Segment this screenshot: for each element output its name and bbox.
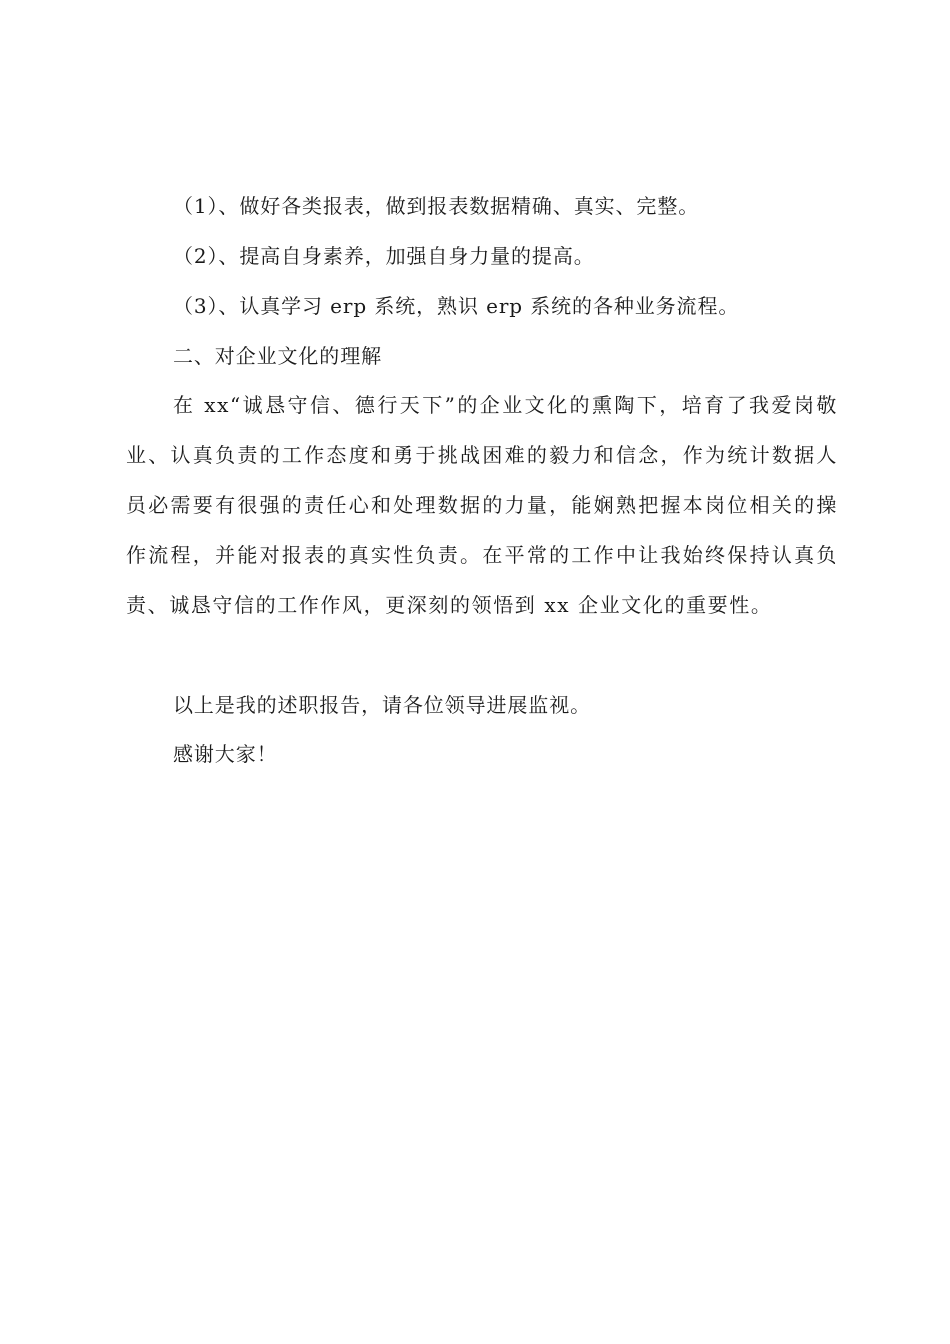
list-item-2: （2）、提高自身素养，加强自身力量的提高。 <box>173 244 595 268</box>
closing-line: 以上是我的述职报告，请各位领导进展监视。 <box>173 693 591 717</box>
list-item-3: （3）、认真学习 erp 系统，熟识 erp 系统的各种业务流程。 <box>173 294 740 318</box>
culture-paragraph: 在 xx“诚恳守信、德行天下”的企业文化的熏陶下，培育了我爱岗敬业、认真负责的工作态度和勇于挑战困难的毅力和信念，作为统计数据人员必需要有很强的责任心和处理数据的力量，能娴熟把握本岗位相关的操作流程，并能对报表的真实性负责。在平常的工作中让我始终保持认真负责、诚恳守信的工作作风，更深刻的领悟到 xx 企业文化的重要性。 <box>126 393 838 617</box>
list-item-1: （1）、做好各类报表，做到报表数据精确、真实、完整。 <box>173 194 700 218</box>
thanks-line: 感谢大家！ <box>173 742 278 766</box>
section-heading: 二、对企业文化的理解 <box>173 344 382 368</box>
